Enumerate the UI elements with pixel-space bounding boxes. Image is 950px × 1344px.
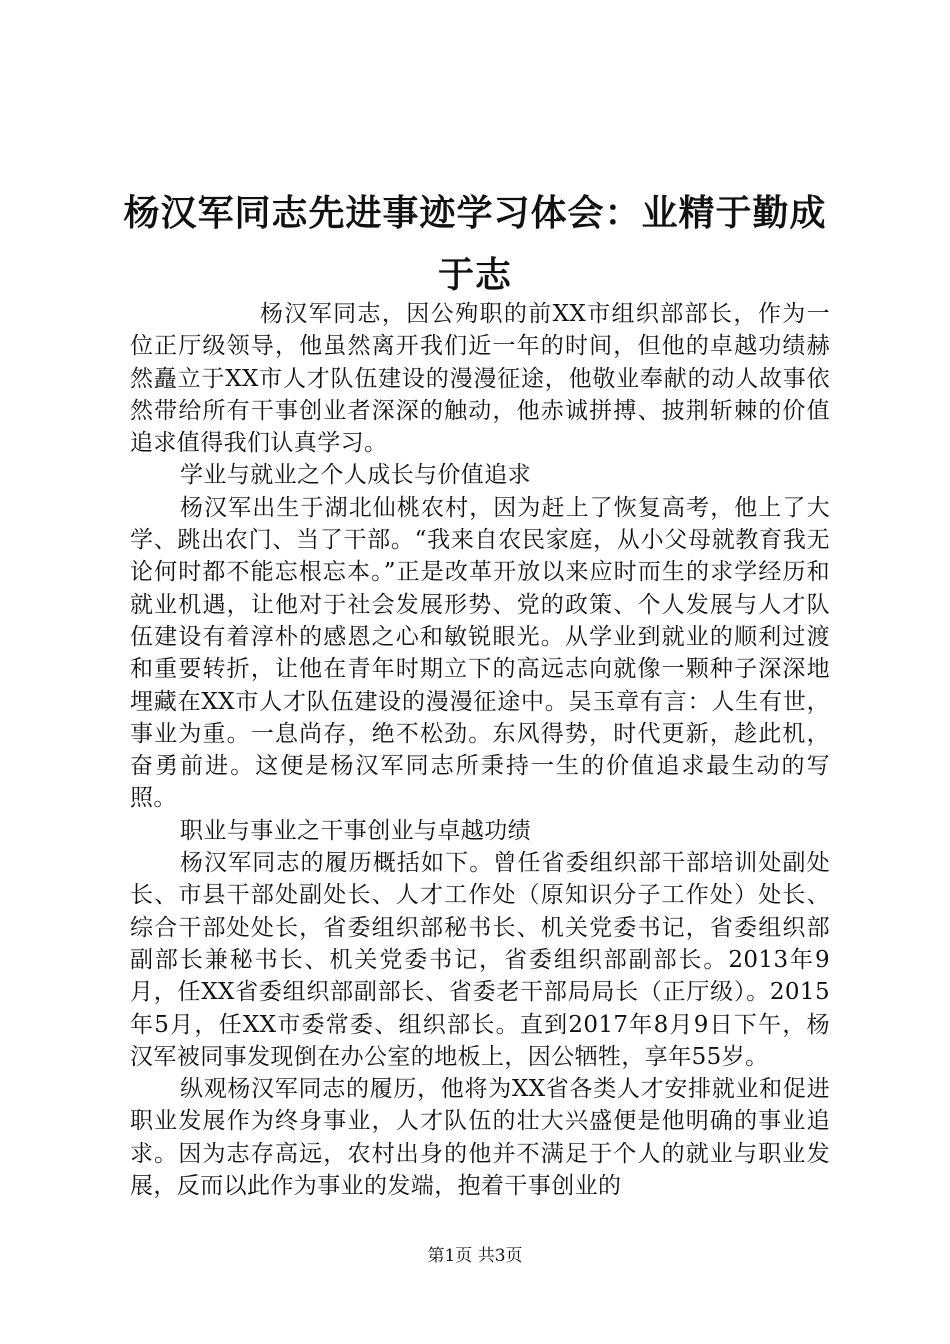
body-paragraph: 杨汉军同志的履历概括如下。曾任省委组织部干部培训处副处长、市县干部处副处长、人才工作处（原知识分子工作处）处长、综合干部处处长，省委组织部秘书长、机关党委书记，省委组织部副部长兼秘书长、机关党委书记，省委组织部副部长。2013年9月，任XX省委组织部副部长、省委老干部局局长（正厅级）。2015年5月，任XX市委常委、组织部长。直到2017年8月9日下午，杨汉军被同事发现倒在办公室的地板上，因公牺牲，享年55岁。 [130, 850, 830, 1070]
section-heading-2: 职业与事业之干事创业与卓越功绩 [180, 817, 531, 844]
document-title: 杨汉军同志先进事迹学习体会：业精于勤成于志 [123, 192, 827, 296]
intro-paragraph: 杨汉军同志，因公殉职的前XX市组织部部长，作为一位正厅级领导，他虽然离开我们近一年的时间，但他的卓越功绩赫然矗立于XX市人才队伍建设的漫漫征途，他敬业奉献的动人故事依然带给所有干事创业者深深的触动，他赤诚拼搏、披荆斩棘的价值追求值得我们认真学习。 [130, 301, 830, 457]
body-paragraph: 纵观杨汉军同志的履历，他将为XX省各类人才安排就业和促进职业发展作为终身事业，人才队伍的壮大兴盛便是他明确的事业追求。因为志存高远，农村出身的他并不满足于个人的就业与职业发展，反而以此作为事业的发端，抱着干事创业的 [130, 1076, 830, 1200]
page-footer: 第1页 共3页 [427, 1246, 523, 1266]
body-paragraph: 杨汉军出生于湖北仙桃农村，因为赶上了恢复高考，他上了大学、跳出农门、当了干部。“我来自农民家庭，从小父母就教育我无论何时都不能忘根忘本。”正是改革开放以来应时而生的求学经历和就业机遇，让他对于社会发展形势、党的政策、个人发展与人才队伍建设有着淳朴的感恩之心和敏锐眼光。从学业到就业的顺利过渡和重要转折，让他在青年时期立下的高远志向就像一颗种子深深地埋藏在XX市人才队伍建设的漫漫征途中。吴玉章有言：人生有世，事业为重。一息尚存，绝不松劲。东风得势，时代更新，趁此机，奋勇前进。这便是杨汉军同志所秉持一生的价值追求最生动的写照。 [130, 494, 830, 812]
section-heading-1: 学业与就业之个人成长与价值追求 [180, 462, 531, 489]
document-body [130, 298, 830, 1202]
